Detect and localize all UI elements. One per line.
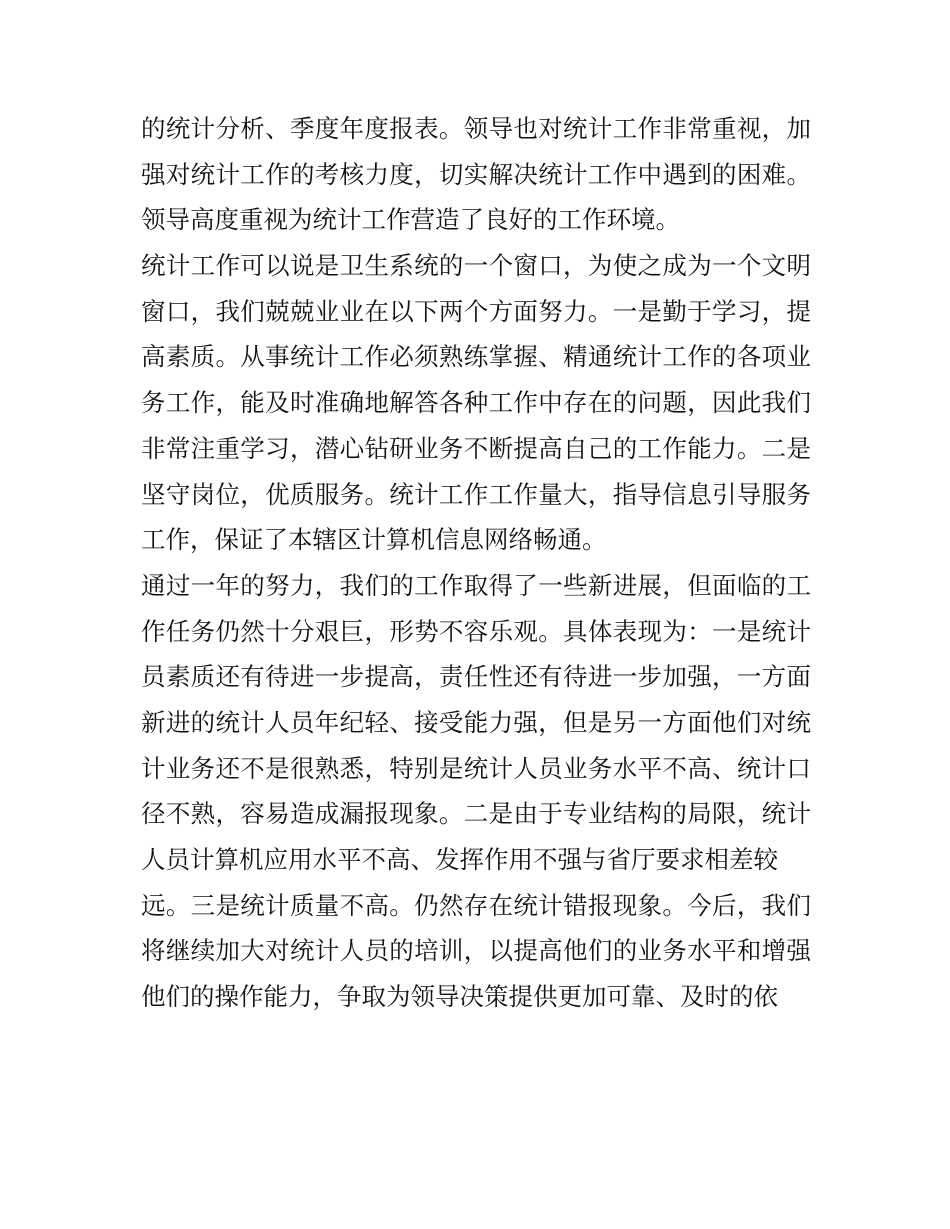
text-line: 强对统计工作的考核力度，切实解决统计工作中遇到的困难。 xyxy=(141,159,811,189)
text-line: 他们的操作能力，争取为领导决策提供更加可靠、及时的依 xyxy=(141,982,778,1012)
text-line: 工作，保证了本辖区计算机信息网络畅通。 xyxy=(141,525,607,555)
text-line: 务工作，能及时准确地解答各种工作中存在的问题，因此我们 xyxy=(141,388,811,418)
text-line: 高素质。从事统计工作必须熟练掌握、精通统计工作的各项业 xyxy=(141,342,811,372)
text-line: 将继续加大对统计人员的培训，以提高他们的业务水平和增强 xyxy=(141,936,811,966)
text-line: 非常注重学习，潜心钻研业务不断提高自己的工作能力。二是 xyxy=(141,433,811,463)
text-line: 通过一年的努力，我们的工作取得了一些新进展，但面临的工 xyxy=(141,570,811,600)
text-line: 的统计分析、季度年度报表。领导也对统计工作非常重视，加 xyxy=(141,114,811,143)
text-line: 径不熟，容易造成漏报现象。二是由于专业结构的局限，统计 xyxy=(141,799,811,829)
text-line: 新进的统计人员年纪轻、接受能力强，但是另一方面他们对统 xyxy=(141,707,811,737)
text-line: 窗口，我们兢兢业业在以下两个方面努力。一是勤于学习，提 xyxy=(141,296,811,326)
text-line: 坚守岗位，优质服务。统计工作工作量大，指导信息引导服务 xyxy=(141,479,811,509)
text-line: 人员计算机应用水平不高、发挥作用不强与省厅要求相差较 xyxy=(141,845,778,874)
text-line: 统计工作可以说是卫生系统的一个窗口，为使之成为一个文明 xyxy=(141,251,811,281)
body-text xyxy=(141,106,811,1020)
text-line: 计业务还不是很熟悉，特别是统计人员业务水平不高、统计口 xyxy=(141,753,811,783)
text-line: 领导高度重视为统计工作营造了良好的工作环境。 xyxy=(141,205,680,235)
text-line: 远。三是统计质量不高。仍然存在统计错报现象。今后，我们 xyxy=(141,890,811,920)
text-line: 作任务仍然十分艰巨，形势不容乐观。具体表现为：一是统计 xyxy=(141,616,811,646)
text-line: 员素质还有待进一步提高，责任性还有待进一步加强，一方面 xyxy=(141,662,811,692)
